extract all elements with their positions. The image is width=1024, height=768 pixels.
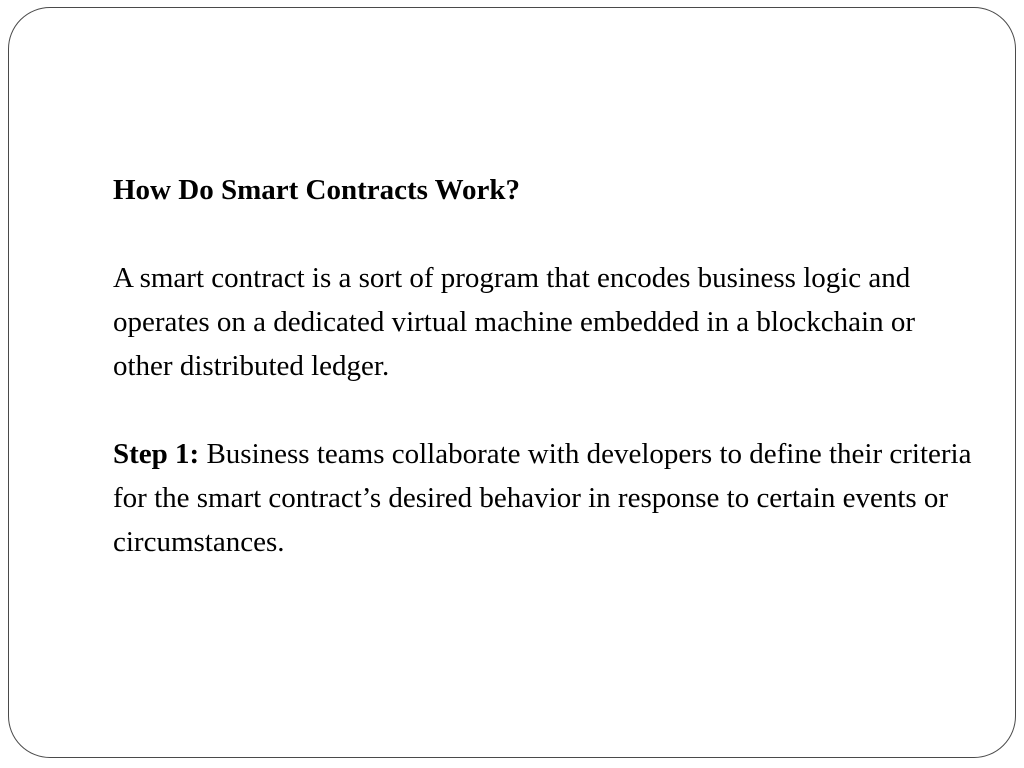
slide-heading: How Do Smart Contracts Work? [113, 174, 521, 206]
step-1-paragraph [113, 432, 973, 564]
step-1-label: Step 1: [113, 438, 200, 470]
step-1-text: Business teams collaborate with developers to define their criteria for the smart contract’s desired behavior in response to certain events or circumstances. [113, 438, 972, 558]
intro-paragraph: A smart contract is a sort of program that encodes business logic and operates on a dedicated virtual machine embedded in a blockchain or other distributed ledger. [113, 262, 916, 382]
slide-content [113, 168, 973, 564]
